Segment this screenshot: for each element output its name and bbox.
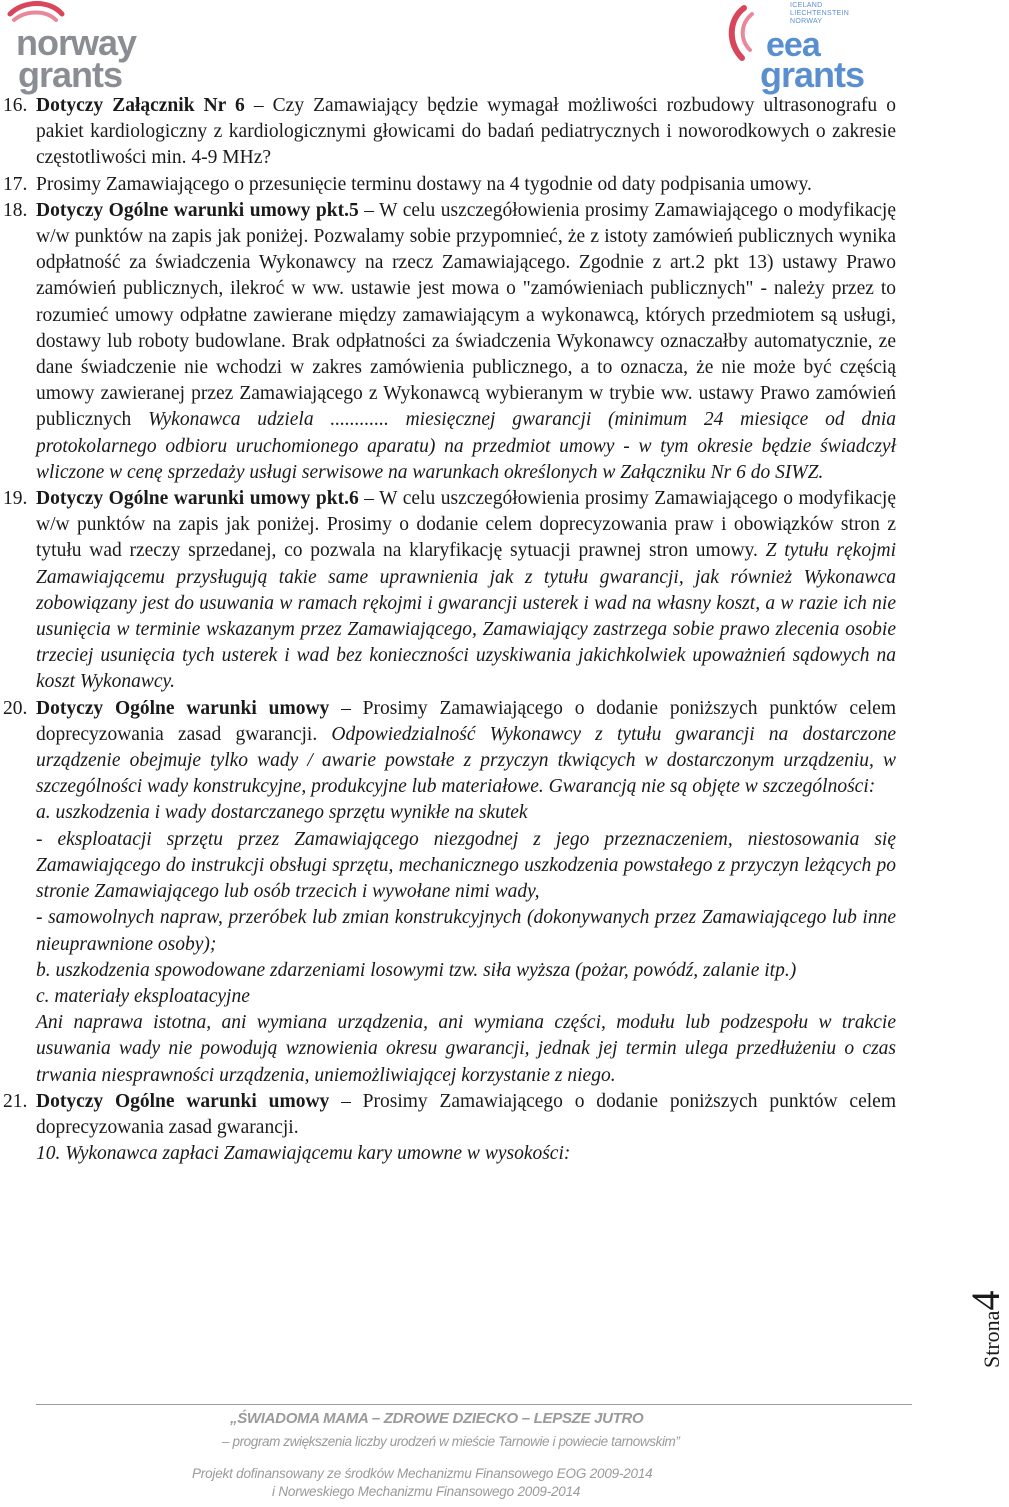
eea-country: LIECHTENSTEIN — [790, 10, 850, 17]
item-text: – Czy Zamawiający będzie wymagał możliwości rozbudowy ultrasonografu o pakiet kardiologiczny z kardiologicznymi głowicami do badań pediatrycznych i noworodkowych o zakresie częstotliwości min. 4-9 MHz? — [36, 95, 896, 169]
item-text: – W celu uszczegółowienia prosimy Zamawiającego o modyfikację w/w punktów na zapis jak poniżej. Pozwalamy sobie przypomnieć, że z istoty zamówień publicznych wynika odpłatność za świadczenia Wykonawcy na rzecz Zamawiającego. Zgodnie z art.2 pkt 13) ustawy Prawo zamówień publicznych, ilekroć w ww. ustawie jest mowa o "zamówieniach publicznych" - należy przez to rozumieć umowy odpłatne zawierane między zamawiającym a wykonawcą, których przedmiotem są usługi, dostawy lub roboty budowlane. Brak odpłatności za świadczenia Wykonawcy oznaczałby automatycznie, ze dane świadczenie nie wchodzi w zakres zamówienia publicznego, a to oznacza, że nie może być częścią umowy zawieranej przez Zamawiającego z Wykonawcą wybieranym w trybie ww. ustawy Prawo zamówień publicznych — [36, 199, 896, 431]
norway-logo-line1: norway — [16, 22, 137, 63]
eea-country: NORWAY — [790, 18, 823, 25]
item-subline: - samowolnych napraw, przeróbek lub zmian konstrukcyjnych (dokonywanych przez Zamawiającego lub inne nieuprawnione osoby); — [36, 907, 896, 955]
item-quote: Odpowiedzialność Wykonawcy z tytułu gwarancji na dostarczone urządzenie obejmuje tylko wady / awarie powstałe z przyczyn tkwiących w dostarczonym urządzeniu, w szczególności wady konstrukcyjne, produkcyjne lub materiałowe. Gwarancją nie są objęte w szczególności: — [36, 723, 897, 798]
item-number: 20. — [3, 697, 28, 719]
item-number: 19. — [3, 488, 28, 510]
eea-logo-line2: grants — [760, 54, 865, 95]
item-subline: 10. Wykonawca zapłaci Zamawiającemu kary umowne w wysokości: — [36, 1143, 571, 1165]
item-paragraph — [36, 486, 896, 696]
page-number: 4 — [963, 1290, 1008, 1311]
item-paragraph — [36, 1089, 896, 1141]
numbered-item — [0, 486, 896, 696]
item-subline: Ani naprawa istotna, ani wymiana urządzenia, ani wymiana części, modułu lub podzespołu w trakcie usuwania wady nie powodują wznowienia okresu gwarancji, jednak jej termin ulega przedłużeniu o czas trwania niesprawności urządzenia, uniemożliwiającej korzystanie z niego. — [36, 1012, 896, 1086]
item-quote: Wykonawca udziela ............ miesięcznej gwarancji (minimum 24 miesiące od dnia protokolarnego odbioru uruchomionego aparatu) na przedmiot umowy - w tym okresie będzie świadczył wliczone w cenę sprzedaży usługi serwisowe na warunkach określonych w Załączniku Nr 6 do SIWZ. — [36, 409, 896, 483]
numbered-item — [0, 1089, 896, 1141]
numbered-item — [0, 93, 896, 172]
item-subline: b. uszkodzenia spowodowane zdarzeniami losowymi tzw. siła wyższa (pożar, powódź, zalanie itp.) — [36, 959, 797, 981]
item-number: 21. — [3, 1090, 28, 1112]
footer-divider — [36, 1404, 912, 1405]
item-paragraph — [36, 172, 896, 198]
item-paragraph — [36, 198, 896, 486]
item-text: – W celu uszczegółowienia prosimy Zamawiającego o modyfikację w/w punktów na zapis jak poniżej. Prosimy o dodanie celem doprecyzowania praw i obowiązków stron z tytułu wad rzeczy sprzedanej, co pozwala na klaryfikację sytuacji prawnej stron umowy. — [36, 488, 896, 562]
norway-logo-line2: grants — [18, 54, 123, 95]
item-heading: Dotyczy Załącznik Nr 6 — [36, 95, 245, 116]
numbered-item — [0, 198, 896, 486]
item-quote: Z tytułu rękojmi Zamawiającemu przysługują takie same uprawnienia jak z tytułu gwarancji, jak również Wykonawca zobowiązany jest do usuwania w ramach rękojmi i gwarancji usterek i wad na własny koszt, a w razie ich nie usunięcia w terminie wskazanym przez Zamawiającego, Zamawiający zastrzega sobie prawo zlecenia osobie trzeciej usunięcia tych usterek i wad bez konieczności uzyskiwania jakichkolwiek upoważnień sądowych na koszt Wykonawcy. — [36, 540, 896, 693]
eea-countries-list — [790, 2, 849, 26]
eea-logo-line1: eea — [766, 26, 820, 64]
item-text: Prosimy Zamawiającego o przesunięcie terminu dostawy na 4 tygodnie od daty podpisania umowy. — [36, 173, 812, 195]
item-heading: Dotyczy Ogólne warunki umowy — [36, 697, 330, 719]
item-heading: Dotyczy Ogólne warunki umowy pkt.6 — [36, 488, 359, 510]
document-body — [0, 93, 896, 1167]
item-text: – Prosimy Zamawiającego o dodanie poniższych punktów celem doprecyzowania zasad gwarancji. — [36, 1090, 896, 1138]
item-paragraph — [36, 696, 896, 801]
item-subline: - eksploatacji sprzętu przez Zamawiającego niezgodnej z jego przeznaczeniem, niestosowania się Zamawiającego do instrukcji obsługi sprzętu, mechanicznego uszkodzenia powstałego z przyczyn leżących po stronie Zamawiającego lub osób trzecich i wywołane nimi wady, — [36, 828, 896, 903]
item-number: 18. — [3, 199, 28, 221]
page-label: Strona — [979, 1310, 1004, 1368]
eea-grants-logo — [718, 0, 868, 94]
item-subline: a. uszkodzenia i wady dostarczanego sprzętu wynikłe na skutek — [36, 802, 528, 824]
norway-grants-logo — [4, 2, 154, 94]
item-heading: Dotyczy Ogólne warunki umowy pkt.5 — [36, 199, 359, 221]
eea-country: ICELAND — [790, 2, 823, 9]
numbered-item — [0, 172, 896, 198]
footer-line3: Projekt dofinansowany ze środków Mechanizmu Finansowego EOG 2009-2014 — [192, 1466, 653, 1481]
numbered-item — [0, 696, 896, 801]
item-subline: c. materiały eksploatacyjne — [36, 985, 250, 1007]
footer-line1: „ŚWIADOMA MAMA – ZDROWE DZIECKO – LEPSZE JUTRO — [230, 1410, 644, 1427]
item-text: – Prosimy Zamawiającego o dodanie poniższych punktów celem doprecyzowania zasad gwarancji. — [36, 697, 896, 745]
item-heading: Dotyczy Ogólne warunki umowy — [36, 1090, 330, 1112]
footer-line4: i Norweskiego Mechanizmu Finansowego 2009-2014 — [272, 1484, 581, 1499]
footer-line2: – program zwiększenia liczby urodzeń w mieście Tarnowie i powiecie tarnowskim” — [222, 1434, 680, 1449]
page-number-side — [928, 1268, 1008, 1368]
item-number: 17. — [3, 173, 28, 195]
item-number: 16. — [3, 95, 28, 116]
item-paragraph — [36, 93, 896, 172]
